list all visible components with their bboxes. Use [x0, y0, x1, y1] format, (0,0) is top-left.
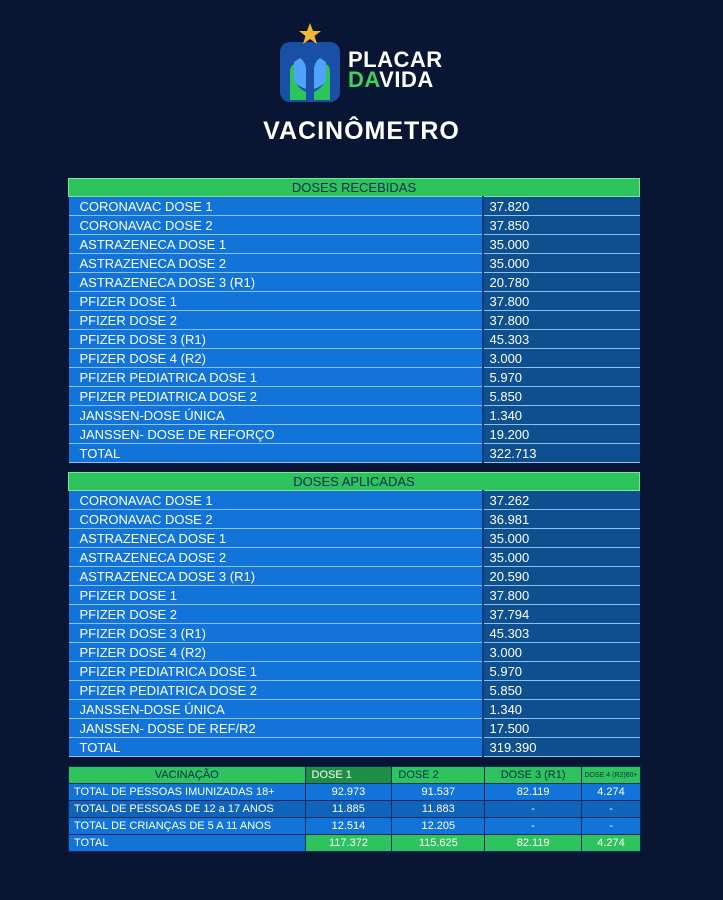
dose-1-total: 117.372 [305, 835, 392, 852]
header [0, 22, 723, 152]
dose-2-value: 12.205 [392, 818, 485, 835]
row-value: 5.850 [483, 387, 640, 406]
row-value: 1.340 [483, 406, 640, 425]
table-row [69, 624, 640, 643]
row-value: 37.850 [483, 216, 640, 235]
vacinacao-header-row [69, 767, 641, 784]
header-dose-3: DOSE 3 (R1) [485, 767, 582, 784]
row-label: TOTAL [69, 444, 483, 463]
dose-4-value: 4.274 [582, 784, 641, 801]
row-label: ASTRAZENECA DOSE 1 [69, 235, 483, 254]
logo-line2-da: DA [348, 67, 380, 92]
table-row [69, 719, 640, 738]
row-value: 36.981 [483, 510, 640, 529]
row-value: 35.000 [483, 529, 640, 548]
table-row [69, 529, 640, 548]
row-value: 37.800 [483, 586, 640, 605]
vacinacao-table [68, 766, 641, 852]
row-value: 1.340 [483, 700, 640, 719]
logo-text [348, 47, 443, 92]
table-row [69, 491, 640, 510]
table-row [69, 406, 640, 425]
row-label: PFIZER DOSE 3 (R1) [69, 624, 483, 643]
table-row [69, 311, 640, 330]
dose-1-value: 11.885 [305, 801, 392, 818]
row-value: 37.800 [483, 292, 640, 311]
row-value: 319.390 [483, 738, 640, 757]
logo-line1: PLACAR [348, 47, 443, 72]
row-label: ASTRAZENECA DOSE 3 (R1) [69, 273, 483, 292]
row-label: PFIZER PEDIATRICA DOSE 2 [69, 387, 483, 406]
row-value: 5.970 [483, 368, 640, 387]
table-row [69, 292, 640, 311]
row-label: PFIZER DOSE 4 (R2) [69, 349, 483, 368]
row-value: 37.262 [483, 491, 640, 510]
header-dose-4: DOSE 4 (R2)60+ [582, 767, 641, 784]
dose-3-value: - [485, 818, 582, 835]
header-dose-2: DOSE 2 [392, 767, 485, 784]
total-row [69, 835, 641, 852]
table-row [69, 700, 640, 719]
table-row [69, 349, 640, 368]
doses-recebidas-title: DOSES RECEBIDAS [69, 179, 640, 197]
row-label: CORONAVAC DOSE 2 [69, 216, 483, 235]
table-row [69, 254, 640, 273]
table-row [69, 197, 640, 216]
placar-da-vida-logo [278, 30, 458, 110]
table-row [69, 586, 640, 605]
hands-icon [280, 42, 340, 102]
row-label: ASTRAZENECA DOSE 1 [69, 529, 483, 548]
row-label: JANSSEN- DOSE DE REFORÇO [69, 425, 483, 444]
dose-1-value: 92.973 [305, 784, 392, 801]
row-value: 37.820 [483, 197, 640, 216]
dose-2-value: 91.537 [392, 784, 485, 801]
row-value: 20.780 [483, 273, 640, 292]
row-label: PFIZER PEDIATRICA DOSE 2 [69, 681, 483, 700]
table-row [69, 548, 640, 567]
row-label: JANSSEN- DOSE DE REF/R2 [69, 719, 483, 738]
row-value: 35.000 [483, 548, 640, 567]
row-label: TOTAL DE CRIANÇAS DE 5 A 11 ANOS [69, 818, 306, 835]
row-value: 35.000 [483, 254, 640, 273]
header-vacinacao: VACINAÇÃO [69, 767, 306, 784]
dose-4-value: - [582, 818, 641, 835]
row-label: PFIZER DOSE 2 [69, 605, 483, 624]
dose-3-total: 82.119 [485, 835, 582, 852]
page-title: VACINÔMETRO [263, 117, 460, 145]
table-row [69, 567, 640, 586]
total-row [69, 738, 640, 757]
total-row [69, 444, 640, 463]
doses-recebidas-table [68, 178, 640, 463]
row-label: PFIZER DOSE 1 [69, 586, 483, 605]
row-label: ASTRAZENECA DOSE 2 [69, 548, 483, 567]
logo-line2-vida: VIDA [379, 67, 434, 92]
dose-4-value: - [582, 801, 641, 818]
row-value: 19.200 [483, 425, 640, 444]
row-label: ASTRAZENECA DOSE 2 [69, 254, 483, 273]
doses-aplicadas-table [68, 472, 640, 757]
row-label: JANSSEN-DOSE ÚNICA [69, 700, 483, 719]
table-row [69, 235, 640, 254]
row-value: 5.850 [483, 681, 640, 700]
row-value: 45.303 [483, 330, 640, 349]
row-label: ASTRAZENECA DOSE 3 (R1) [69, 567, 483, 586]
row-value: 3.000 [483, 349, 640, 368]
row-label: CORONAVAC DOSE 1 [69, 491, 483, 510]
row-value: 37.794 [483, 605, 640, 624]
table-row [69, 681, 640, 700]
row-label: PFIZER DOSE 1 [69, 292, 483, 311]
row-value: 322.713 [483, 444, 640, 463]
row-value: 17.500 [483, 719, 640, 738]
table-row [69, 818, 641, 835]
row-label: PFIZER DOSE 4 (R2) [69, 643, 483, 662]
star-icon [298, 22, 322, 46]
dose-2-total: 115.625 [392, 835, 485, 852]
table-row [69, 510, 640, 529]
table-row [69, 425, 640, 444]
dose-3-value: - [485, 801, 582, 818]
table-row [69, 216, 640, 235]
row-label: PFIZER DOSE 3 (R1) [69, 330, 483, 349]
dose-1-value: 12.514 [305, 818, 392, 835]
table-row [69, 368, 640, 387]
row-label: TOTAL DE PESSOAS DE 12 a 17 ANOS [69, 801, 306, 818]
dose-3-value: 82.119 [485, 784, 582, 801]
row-label: JANSSEN-DOSE ÚNICA [69, 406, 483, 425]
doses-aplicadas-title: DOSES APLICADAS [69, 473, 640, 491]
row-label: CORONAVAC DOSE 1 [69, 197, 483, 216]
table-row [69, 643, 640, 662]
dose-2-value: 11.883 [392, 801, 485, 818]
table-row [69, 662, 640, 681]
header-dose-1: DOSE 1 [305, 767, 392, 784]
row-label: CORONAVAC DOSE 2 [69, 510, 483, 529]
row-label: TOTAL DE PESSOAS IMUNIZADAS 18+ [69, 784, 306, 801]
table-row [69, 330, 640, 349]
row-value: 3.000 [483, 643, 640, 662]
row-value: 5.970 [483, 662, 640, 681]
table-row [69, 605, 640, 624]
row-value: 37.800 [483, 311, 640, 330]
dose-4-total: 4.274 [582, 835, 641, 852]
row-label: PFIZER DOSE 2 [69, 311, 483, 330]
row-value: 20.590 [483, 567, 640, 586]
table-row [69, 784, 641, 801]
row-label: TOTAL [69, 738, 483, 757]
row-label: PFIZER PEDIATRICA DOSE 1 [69, 662, 483, 681]
row-label: TOTAL [69, 835, 306, 852]
table-row [69, 273, 640, 292]
row-value: 35.000 [483, 235, 640, 254]
table-row [69, 387, 640, 406]
row-value: 45.303 [483, 624, 640, 643]
table-row [69, 801, 641, 818]
row-label: PFIZER PEDIATRICA DOSE 1 [69, 368, 483, 387]
